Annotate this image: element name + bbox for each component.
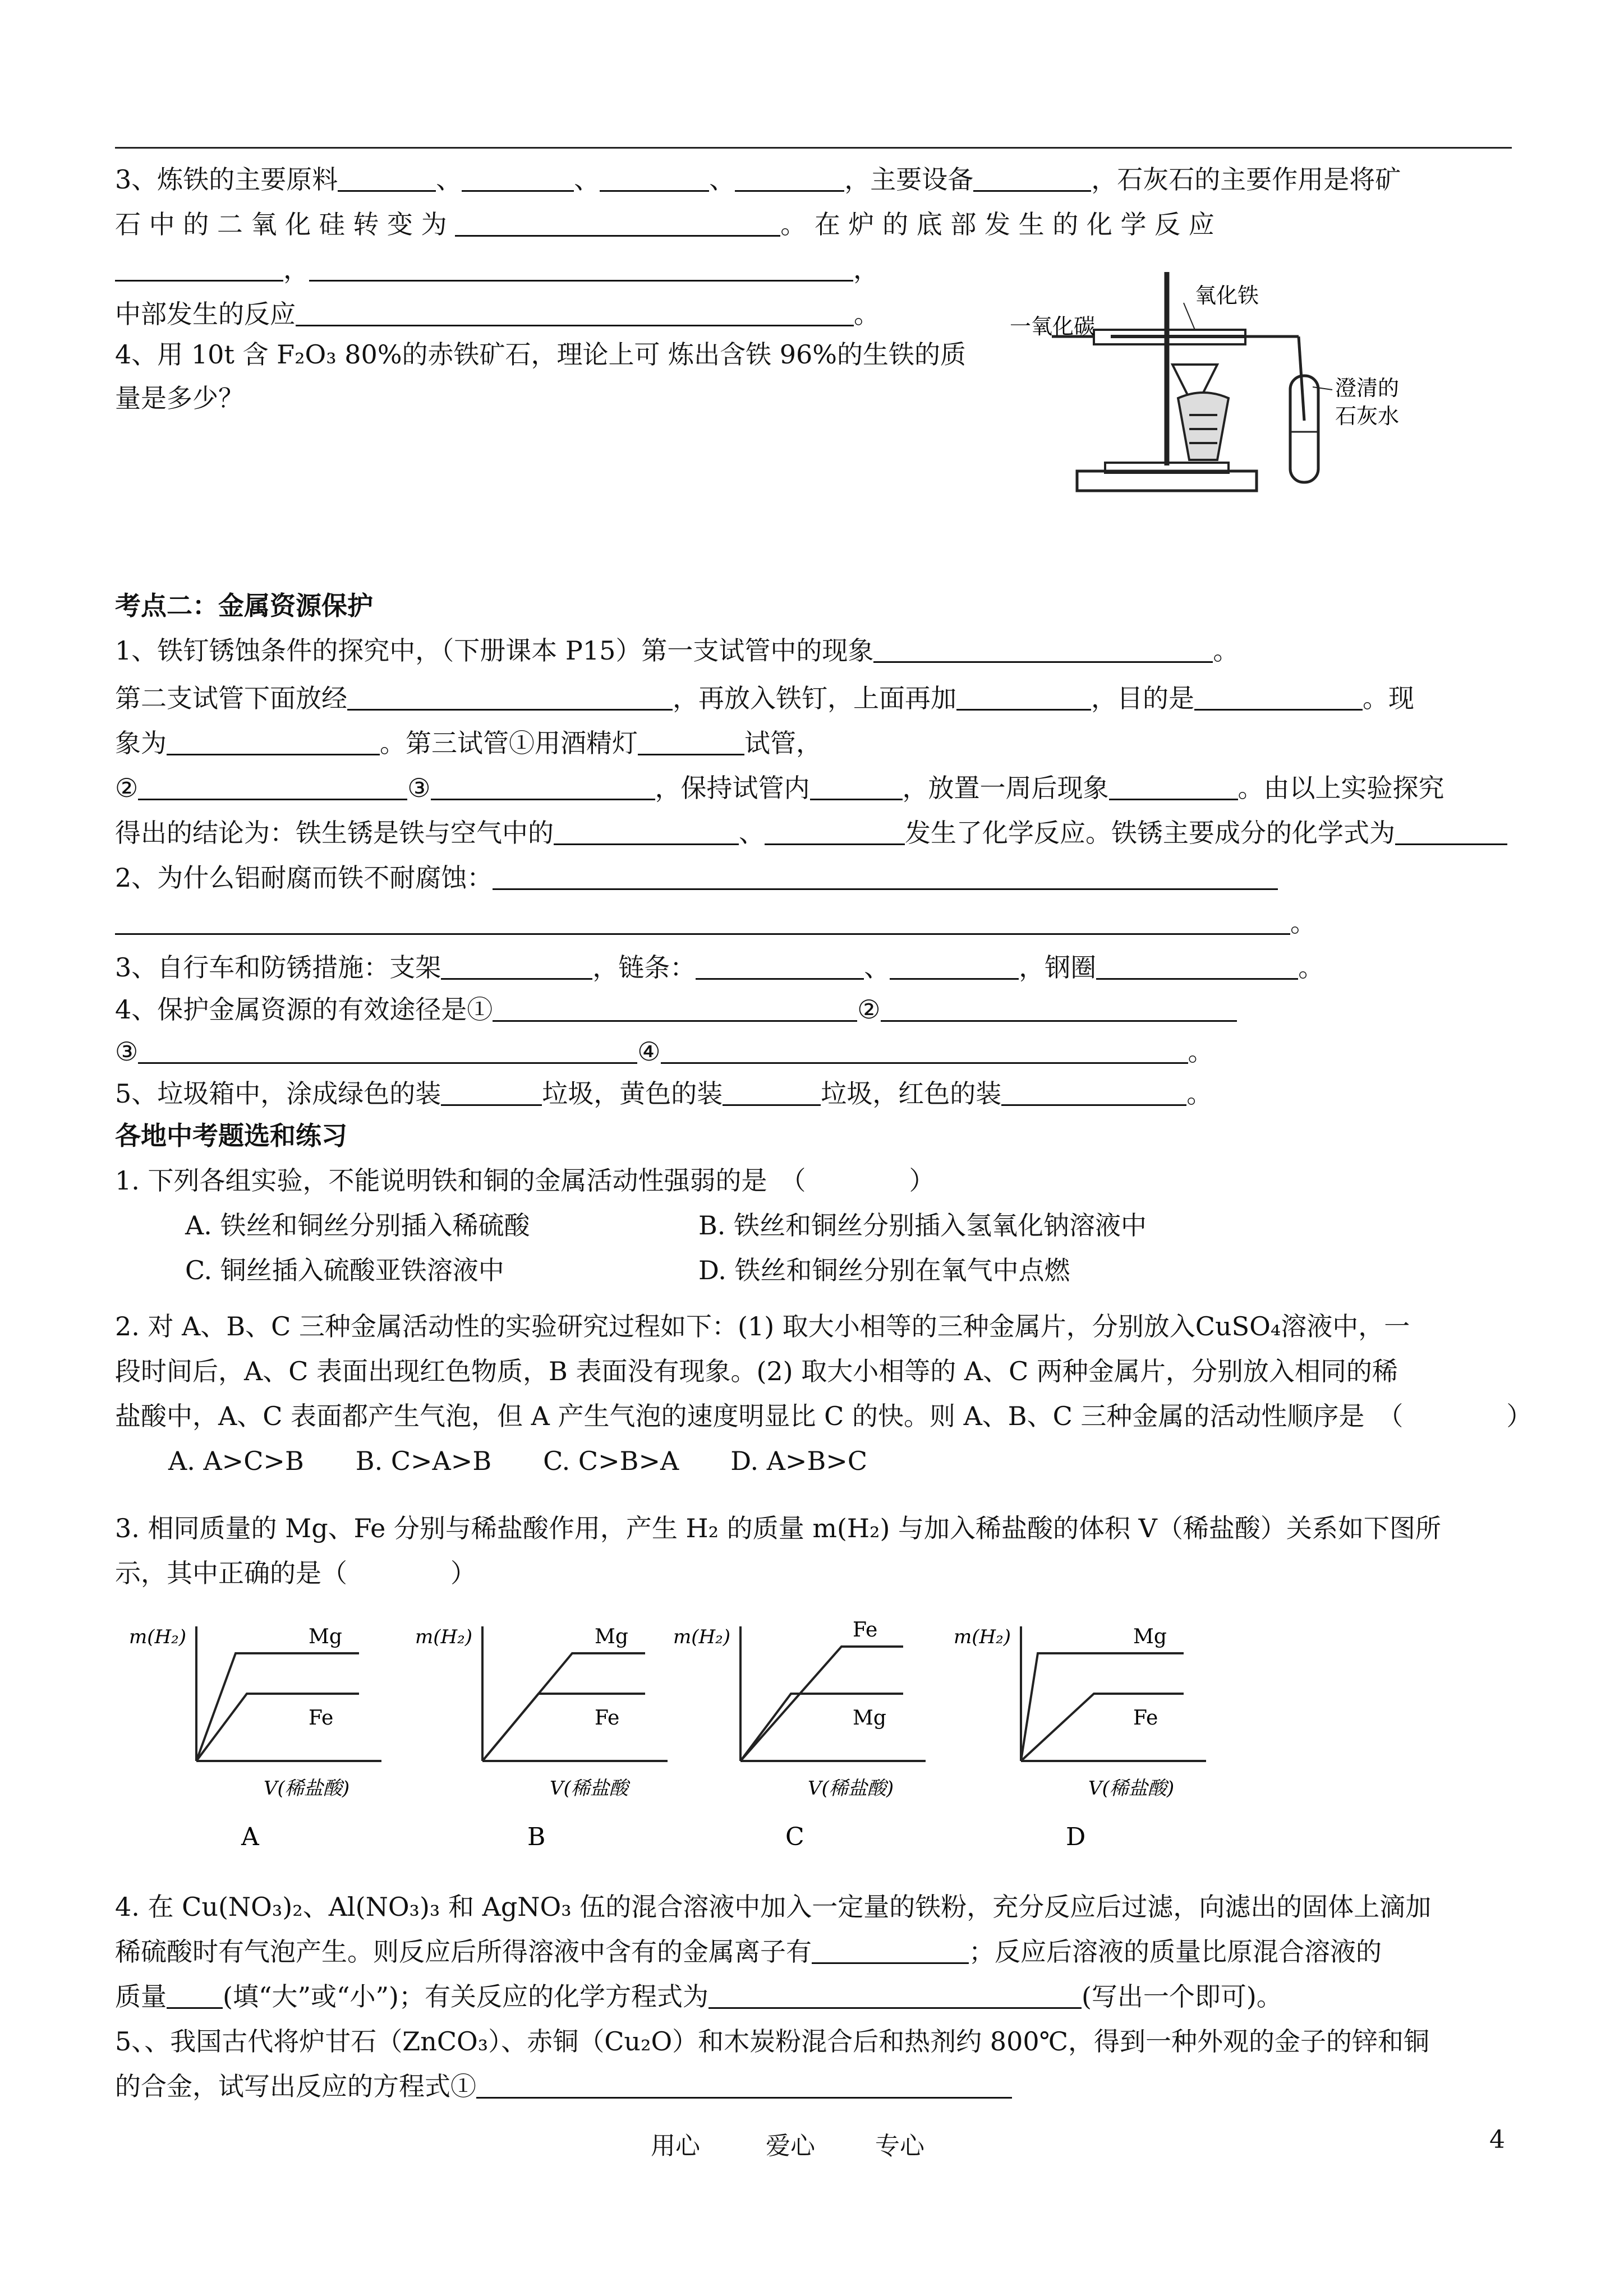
sec2-q5: 5、垃圾箱中，涂成绿色的装 垃圾，黄色的装 垃圾，红色的装 。 [115,1078,1213,1109]
footer-text-3: 专心 [875,2132,924,2160]
sec2-q1-line4: ② ③ ，保持试管内 ，放置一周后现象 。由以上实验探究 [115,773,1444,803]
graph-A-y-label: m(H₂) [129,1626,187,1648]
label-fe2o3: 氧化铁 [1195,283,1259,308]
graph-A-top-label: Mg [309,1625,342,1648]
graph-C-line-top [740,1647,903,1761]
graph-A-caption: A [241,1823,259,1851]
page-number: 4 [1489,2126,1505,2154]
label-limewater-2: 石灰水 [1335,404,1400,428]
footer-text-2: 爱心 [766,2132,815,2160]
sec2-q3: 3、自行车和防锈措施：支架 ，链条： 、 ，钢圈 。 [115,952,1324,983]
sec2-q1-line2: 第二支试管下面放经 ，再放入铁钉，上面再加 ，目的是 。现 [115,683,1414,713]
graph-B-x-label: V(稀盐酸 [550,1777,628,1800]
sec3-q4-line3: 质量 (填“大”或“小”)；有关反应的化学方程式为 (写出一个即可)。 [115,1981,1282,2012]
sec3-q1-option-a: A. 铁丝和铜丝分别插入稀硫酸 [185,1210,530,1241]
q4-line2: 量是多少？ [115,383,244,413]
h2-volume-graphs [0,1615,1624,1873]
sec3-q2-line3: 盐酸中，A、C 表面都产生气泡，但 A 产生气泡的速度明显比 C 的快。则 A、B、C 三种金属的活动性顺序是 （ ） [115,1401,1533,1431]
section2-title: 考点二：金属资源保护 [115,591,373,621]
graph-B-top-label: Mg [595,1625,628,1648]
sec3-q1-option-d: D. 铁丝和铜丝分别在氧气中点燃 [698,1255,1070,1285]
sec2-q1-line3: 象为 。第三试管①用酒精灯 试管， [115,728,822,758]
sec3-q4-line1: 4. 在 Cu(NO₃)₂、Al(NO₃)₃ 和 AgNO₃ 伍的混合溶液中加入一定量的铁粉，充分反应后过滤，向滤出的固体上滴加 [115,1892,1432,1922]
sec3-q3-line2: 示，其中正确的是（ ） [115,1558,476,1588]
sec3-q1: 1. 下列各组实验，不能说明铁和铜的金属活动性强弱的是 （ ） [115,1165,935,1196]
graph-C-caption: C [785,1823,804,1851]
sec3-q4-line2: 稀硫酸时有气泡产生。则反应后所得溶液中含有的金属离子有 ；反应后溶液的质量比原混合溶液的 [115,1937,1382,1967]
q3-line2: 石 中 的 二 氧 化 硅 转 变 为 。 在 炉 的 底 部 发 生 的 化 学 反 应 [115,209,1214,239]
sec3-q2-line2: 段时间后，A、C 表面出现红色物质，B 表面没有现象。(2) 取大小相等的 A、C 两种金属片，分别放入相同的稀 [115,1356,1398,1386]
sec2-q1-line1: 1、铁钉锈蚀条件的探究中，（下册课本 P15）第一支试管中的现象 。 [115,635,1239,666]
section3-title: 各地中考题选和练习 [115,1121,347,1151]
sec3-q3-line1: 3. 相同质量的 Mg、Fe 分别与稀盐酸作用，产生 H₂ 的质量 m(H₂) 与加入稀盐酸的体积 V（稀盐酸）关系如下图所 [115,1513,1441,1543]
graph-B-line-top [482,1653,645,1761]
q4-line1: 4、用 10t 含 F₂O₃ 80%的赤铁矿石，理论上可 炼出含铁 96%的生铁的质 [115,339,967,370]
graph-B-line-bottom [482,1694,645,1761]
reduction-apparatus-figure [1010,264,1447,505]
graph-D-bottom-label: Fe [1133,1707,1158,1730]
graph-C-bottom-label: Mg [853,1707,886,1730]
label-limewater-1: 澄清的 [1335,376,1400,400]
graph-C-top-label: Fe [853,1619,878,1642]
sec3-q1-option-c: C. 铜丝插入硫酸亚铁溶液中 [185,1255,504,1285]
sec2-q2-line2: 。 [115,906,1316,939]
q3-line3: ， ， [115,252,879,286]
graph-D-line-bottom [1021,1694,1184,1761]
label-co: 一氧化碳 [1010,314,1096,339]
graph-A-bottom-label: Fe [309,1707,334,1730]
graph-C-x-label: V(稀盐酸) [808,1777,894,1800]
graph-A-x-label: V(稀盐酸) [264,1777,350,1800]
sec3-q5-line1: 5、、我国古代将炉甘石（ZnCO₃）、赤铜（Cu₂O）和木炭粉混合后和热剂约 800℃，得到一种外观的金子的锌和铜 [115,2026,1430,2057]
sec2-q2-line1: 2、为什么铝耐腐而铁不耐腐蚀： [115,861,1278,895]
graph-D-caption: D [1066,1823,1086,1851]
sec2-q4-line2: ③ ④ 。 [115,1036,1214,1067]
sec3-q2-line1: 2. 对 A、B、C 三种金属活动性的实验研究过程如下：(1) 取大小相等的三种金属片，分别放入CuSO₄溶液中，一 [115,1311,1410,1341]
graph-B-y-label: m(H₂) [415,1626,473,1648]
graph-B-bottom-label: Fe [595,1707,620,1730]
graph-D-x-label: V(稀盐酸) [1088,1777,1175,1800]
graph-C-y-label: m(H₂) [673,1626,731,1648]
sec3-q1-option-b: B. 铁丝和铜丝分别插入氢氧化钠溶液中 [698,1210,1147,1241]
q3-line1: 3、炼铁的主要原料 、 、 、 ，主要设备 ，石灰石的主要作用是将矿 [115,164,1401,195]
graph-D-line-top [1021,1653,1184,1761]
graph-D-top-label: Mg [1133,1625,1167,1648]
sec3-q5-line2: 的合金，试写出反应的方程式① [115,2069,1012,2103]
graph-A-line-bottom [196,1694,359,1761]
graph-D-y-label: m(H₂) [954,1626,1011,1648]
sec2-q4-line1: 4、保护金属资源的有效途径是① ② [115,993,1237,1026]
sec3-q2-options: A. A>C>B B. C>A>B C. C>B>A D. A>B>C [168,1446,868,1476]
top-rule [115,147,1512,149]
footer-text-1: 用心 [651,2132,700,2160]
graph-A-line-top [196,1653,359,1761]
graph-B-caption: B [527,1823,546,1851]
q3-line4: 中部发生的反应 。 [115,299,880,329]
sec2-q1-line5: 得出的结论为：铁生锈是铁与空气中的 、 发生了化学反应。铁锈主要成分的化学式为 [115,816,1507,850]
